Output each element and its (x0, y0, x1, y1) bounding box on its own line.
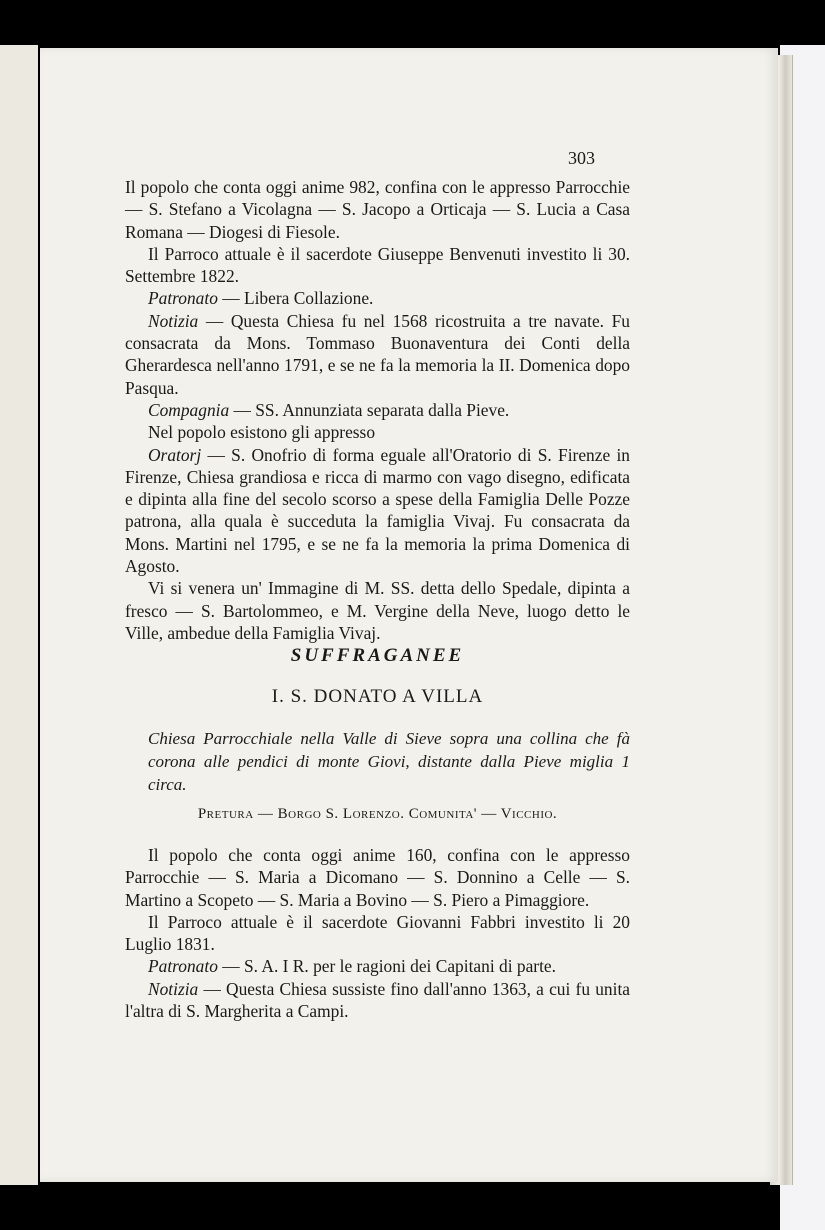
paragraph-popolo-2: Il popolo che conta oggi anime 160, confina con le appresso Parrocchie — S. Maria a Dicomano — S. Donnino a Celle — S. Martino a Scopeto — S. Maria a Bovino — S. Piero a Pimaggiore. (125, 845, 630, 910)
paragraph-immagine: Vi si venera un' Immagine di M. SS. detta dello Spedale, dipinta a fresco — S. Bartolommeo, e M. Vergine della Neve, luogo detto le Ville, ambedue della Famiglia Vivaj. (125, 578, 630, 643)
paragraph-compagnia: Compagnia — SS. Annunziata separata dalla Pieve. (148, 399, 510, 420)
church-description: Chiesa Parrocchiale nella Valle di Sieve sopra una collina che fà corona alle pendici di monte Giovi, distante dalla Pieve miglia 1 circa. (148, 729, 630, 794)
paragraph-nel-popolo: Nel popolo esistono gli appresso (148, 422, 376, 443)
book-page (40, 48, 778, 1182)
paragraph-patronato: Patronato — Libera Collazione. (148, 288, 374, 309)
administrative-line: Pretura — Borgo S. Lorenzo. Comunita' — Vicchio. (197, 806, 558, 822)
paragraph-notizia: Notizia — Questa Chiesa fu nel 1568 ricostruita a tre navate. Fu consacrata da Mons. Tommaso Buonaventura dei Conti della Gherardesca nell'anno 1791, e se ne fa la memoria la II. Domenica dopo Pasqua. (125, 310, 630, 398)
paragraph-parroco-2: Il Parroco attuale è il sacerdote Giovanni Fabbri investito li 20 Luglio 1831. (125, 911, 630, 955)
church-title: I. S. DONATO A VILLA (271, 686, 484, 707)
section-2-text (125, 844, 630, 1022)
paragraph-notizia-2: Notizia — Questa Chiesa sussiste fino dall'anno 1363, a cui fu unita l'altra di S. Margherita a Campi. (125, 978, 630, 1022)
paragraph-patronato-2: Patronato — S. A. I R. per le ragioni dei Capitani di parte. (148, 956, 556, 977)
paragraph-oratorj: Oratorj — S. Onofrio di forma eguale all'Oratorio di S. Firenze in Firenze, Chiesa grandiosa e ricca di marmo con vago disegno, edificata e dipinta alla fine del secolo scorso a spese della Famiglia Delle Pozze patrona, alla quala è succeduta la famiglia Vivaj. Fu consacrata da Mons. Martini nel 1795, e se ne fa la memoria la prima Domenica di Agosto. (125, 444, 630, 577)
paragraph-popolo: Il popolo che conta oggi anime 982, confina con le appresso Parrocchie — S. Stefano a Vicolagna — S. Jacopo a Orticaja — S. Lucia a Casa Romana — Diogesi di Fiesole. (125, 177, 630, 242)
facing-page-edge (0, 45, 38, 1185)
section-heading-suffraganee: SUFFRAGANEE (290, 645, 465, 666)
section-1-text (125, 176, 630, 644)
page-number: 303 (568, 148, 595, 168)
paragraph-parroco: Il Parroco attuale è il sacerdote Giuseppe Benvenuti investito li 30. Settembre 1822. (125, 243, 630, 287)
